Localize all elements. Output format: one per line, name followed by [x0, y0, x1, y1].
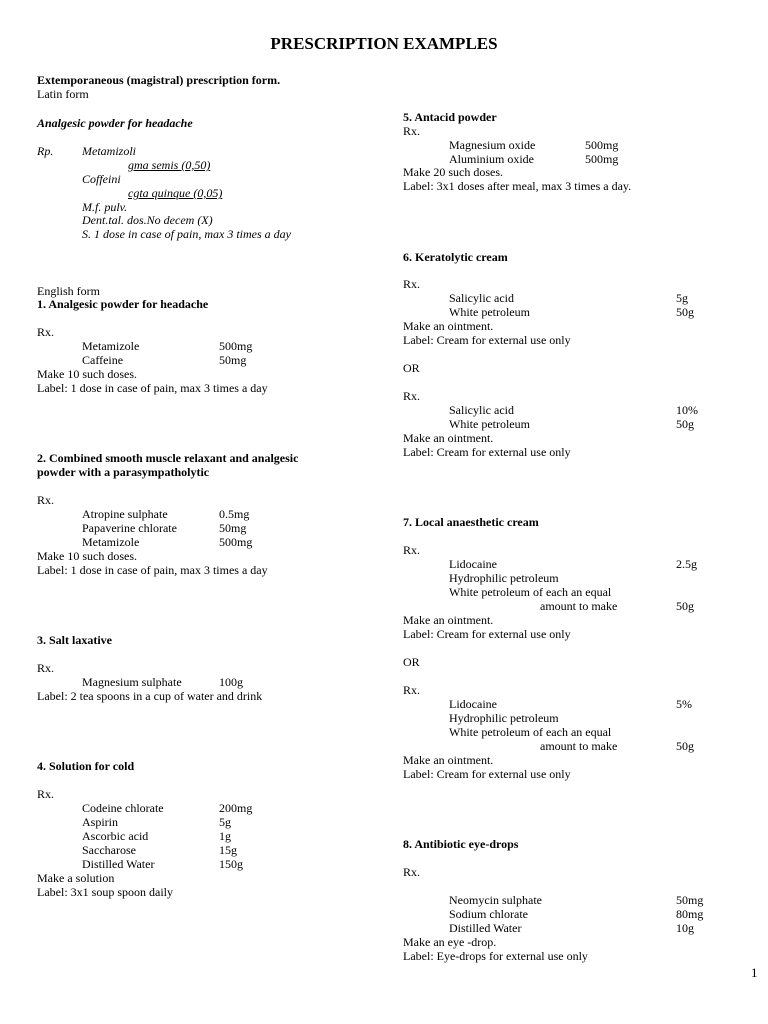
rx-label: Rx.: [403, 124, 421, 138]
ingredient-name: Caffeine: [82, 353, 124, 367]
ingredient-name: Distilled Water: [82, 857, 155, 871]
rx-label: Rx.: [37, 493, 55, 507]
instruction-line: Make 10 such doses.: [37, 549, 137, 563]
ingredient-name: Aspirin: [82, 815, 118, 829]
ingredient-amount: 500mg: [219, 535, 253, 549]
ingredient-name: Salicylic acid: [449, 291, 514, 305]
english-form-label: English form: [37, 284, 100, 298]
ingredient-amount: 50mg: [219, 521, 247, 535]
page-title: PRESCRIPTION EXAMPLES: [270, 34, 498, 53]
ingredient-amount: 1g: [219, 829, 231, 843]
ingredient-name: Atropine sulphate: [82, 507, 168, 521]
instruction-line: Make an ointment.: [403, 431, 494, 445]
section-heading: Extemporaneous (magistral) prescription form.: [37, 73, 281, 87]
ingredient-name: amount to make: [540, 599, 618, 613]
instruction-line: Label: 2 tea spoons in a cup of water and drink: [37, 689, 263, 703]
ingredient-name: Distilled Water: [449, 921, 522, 935]
ingredient-amount: 500mg: [585, 152, 619, 166]
ingredient-name: White petroleum of each an equal: [449, 725, 612, 739]
ingredient-amount: 50g: [676, 599, 694, 613]
ingredient-amount: 50mg: [676, 893, 704, 907]
instruction-line: Make an ointment.: [403, 613, 494, 627]
ingredient-amount: 100g: [219, 675, 243, 689]
section-title: powder with a parasympatholytic: [37, 465, 210, 479]
ingredient-amount: 10%: [676, 403, 698, 417]
instruction-line: Label: 1 dose in case of pain, max 3 times a day: [37, 381, 268, 395]
rx-label: Rx.: [37, 325, 55, 339]
ingredient-name: Metamizole: [82, 535, 140, 549]
rx-label: Rx.: [403, 277, 421, 291]
latin-rp: Rp.: [37, 144, 54, 158]
section-title: 6. Keratolytic cream: [403, 250, 508, 264]
ingredient-amount: 50g: [676, 305, 694, 319]
section-title: 1. Analgesic powder for headache: [37, 297, 209, 311]
ingredient-amount: 10g: [676, 921, 694, 935]
ingredient-amount: 5%: [676, 697, 692, 711]
instruction-line: Make an ointment.: [403, 753, 494, 767]
instruction-line: Make 10 such doses.: [37, 367, 137, 381]
ingredient-name: White petroleum: [449, 305, 530, 319]
ingredient-amount: 150g: [219, 857, 243, 871]
latin-title: Analgesic powder for headache: [37, 116, 193, 130]
ingredient-name: Sodium chlorate: [449, 907, 528, 921]
latin-line: Metamizoli: [82, 144, 136, 158]
ingredient-amount: 0.5mg: [219, 507, 250, 521]
instruction-line: Label: Eye-drops for external use only: [403, 949, 588, 963]
section-title: 4. Solution for cold: [37, 759, 135, 773]
latin-line: cgta quinque (0,05): [128, 186, 223, 200]
rx-label: Rx.: [403, 865, 421, 879]
ingredient-amount: 50mg: [219, 353, 247, 367]
or-separator: OR: [403, 655, 420, 669]
ingredient-amount: 80mg: [676, 907, 704, 921]
rx-label: Rx.: [37, 661, 55, 675]
section-title: 2. Combined smooth muscle relaxant and analgesic: [37, 451, 299, 465]
ingredient-name: White petroleum of each an equal: [449, 585, 612, 599]
ingredient-name: amount to make: [540, 739, 618, 753]
section-title: 7. Local anaesthetic cream: [403, 515, 539, 529]
ingredient-name: Papaverine chlorate: [82, 521, 177, 535]
instruction-line: Make a solution: [37, 871, 115, 885]
ingredient-name: Saccharose: [82, 843, 136, 857]
section-title: 3. Salt laxative: [37, 633, 112, 647]
ingredient-amount: 15g: [219, 843, 237, 857]
latin-line: S. 1 dose in case of pain, max 3 times a day: [82, 227, 291, 241]
ingredient-name: Ascorbic acid: [82, 829, 149, 843]
ingredient-name: Aluminium oxide: [449, 152, 534, 166]
ingredient-name: Lidocaine: [449, 697, 497, 711]
ingredient-amount: 500mg: [585, 138, 619, 152]
instruction-line: Label: 3x1 doses after meal, max 3 times a day.: [403, 179, 632, 193]
ingredient-name: Lidocaine: [449, 557, 497, 571]
instruction-line: Make an ointment.: [403, 319, 494, 333]
ingredient-name: Magnesium oxide: [449, 138, 536, 152]
latin-line: gma semis (0,50): [128, 158, 211, 172]
latin-line: M.f. pulv.: [82, 200, 128, 214]
instruction-line: Label: Cream for external use only: [403, 627, 571, 641]
instruction-line: Label: 1 dose in case of pain, max 3 times a day: [37, 563, 268, 577]
section-title: 8. Antibiotic eye-drops: [403, 837, 519, 851]
ingredient-amount: 50g: [676, 739, 694, 753]
latin-line: Coffeini: [82, 172, 121, 186]
instruction-line: Label: 3x1 soup spoon daily: [37, 885, 173, 899]
instruction-line: Make an eye -drop.: [403, 935, 497, 949]
section-title: 5. Antacid powder: [403, 110, 497, 124]
rx-label: Rx.: [403, 683, 421, 697]
instruction-line: Label: Cream for external use only: [403, 333, 571, 347]
rx-label: Rx.: [37, 787, 55, 801]
rx-label: Rx.: [403, 389, 421, 403]
ingredient-name: Codeine chlorate: [82, 801, 164, 815]
ingredient-name: Hydrophilic petroleum: [449, 571, 559, 585]
ingredient-name: Neomycin sulphate: [449, 893, 542, 907]
ingredient-name: White petroleum: [449, 417, 530, 431]
latin-line: Dent.tal. dos.No decem (X): [82, 213, 213, 227]
latin-form-label: Latin form: [37, 87, 89, 101]
page-number: 1: [751, 965, 758, 980]
ingredient-name: Magnesium sulphate: [82, 675, 182, 689]
ingredient-amount: 50g: [676, 417, 694, 431]
ingredient-amount: 5g: [219, 815, 231, 829]
instruction-line: Label: Cream for external use only: [403, 767, 571, 781]
ingredient-amount: 5g: [676, 291, 688, 305]
ingredient-amount: 200mg: [219, 801, 253, 815]
ingredient-name: Hydrophilic petroleum: [449, 711, 559, 725]
ingredient-amount: 500mg: [219, 339, 253, 353]
or-separator: OR: [403, 361, 420, 375]
rx-label: Rx.: [403, 543, 421, 557]
ingredient-name: Metamizole: [82, 339, 140, 353]
ingredient-amount: 2.5g: [676, 557, 697, 571]
ingredient-name: Salicylic acid: [449, 403, 514, 417]
instruction-line: Label: Cream for external use only: [403, 445, 571, 459]
instruction-line: Make 20 such doses.: [403, 165, 503, 179]
